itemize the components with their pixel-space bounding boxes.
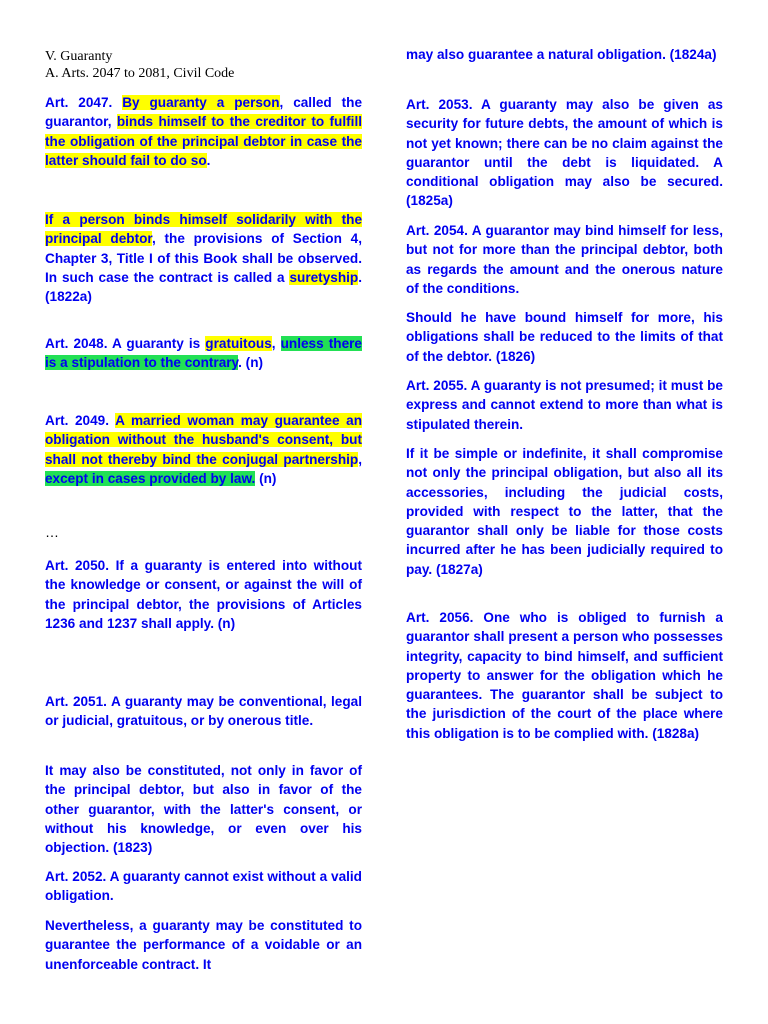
section-title: V. Guaranty <box>45 49 113 64</box>
paragraph-art2047-solidary <box>45 210 362 306</box>
highlighted-text: unless there is a stipulation to the contrary <box>45 336 362 371</box>
paragraph-art2054-more <box>406 308 723 366</box>
paragraph-art2054 <box>406 221 723 298</box>
paragraph-art2051-favor <box>45 761 362 857</box>
highlighted-text: By guaranty a person <box>122 95 280 110</box>
paragraph-art2052 <box>45 867 362 906</box>
paragraph-text: , <box>358 451 362 467</box>
paragraph-text: , called the guarantor, <box>45 95 363 130</box>
paragraph-text: Art. 2055. A guaranty is not presumed; it must be express and cannot extend to more than what is stipulated therein. <box>406 378 723 432</box>
paragraph-text: It may also be constituted, not only in favor of the principal debtor, but also in favor of the other guarantor, with the latter's consent, or without his knowledge, or even over his objection. (1823) <box>45 763 362 856</box>
highlighted-text: except in cases provided by law. <box>45 470 256 486</box>
paragraph-text: Should he have bound himself for more, his obligations shall be reduced to the limits of that of the debtor. (1826) <box>406 310 723 364</box>
section-range: A. Arts. 2047 to 2081, Civil Code <box>45 66 235 81</box>
highlighted-text: gratuitous <box>205 336 272 351</box>
section-heading <box>45 48 234 82</box>
paragraph-art2055-indefinite <box>406 444 723 579</box>
paragraph-text: Art. 2049. <box>45 413 116 428</box>
highlighted-text: A married woman may guarantee an obligation without the husband's consent, but shall not thereby bind the conjugal partnership <box>45 413 362 467</box>
paragraph-art2048 <box>45 334 362 373</box>
paragraph-text: may also guarantee a natural obligation. (1824a) <box>406 47 717 62</box>
paragraph-art2052-natural <box>406 45 723 64</box>
paragraph-text: Art. 2053. A guaranty may also be given as security for future debts, the amount of which is not yet known; there can be no claim against the guarantor until the debt is liquidated. A conditional obligation may also be secured. (1825a) <box>406 97 723 209</box>
paragraph-art2053 <box>406 95 723 211</box>
paragraph-text: Art. 2048. A guaranty is <box>45 336 206 351</box>
paragraph-art2050 <box>45 556 362 633</box>
paragraph-text: , <box>271 336 281 351</box>
paragraph-text: Art. 2051. A guaranty may be conventional, legal or judicial, gratuitous, or by onerous title. <box>45 694 362 729</box>
paragraph-art2055 <box>406 376 723 434</box>
paragraph-text: Art. 2052. A guaranty cannot exist without a valid obligation. <box>45 869 362 904</box>
paragraph-text: . <box>206 152 211 168</box>
paragraph-text: If it be simple or indefinite, it shall compromise not only the principal obligation, but also all its accessories, including the judicial costs, provided with respect to the latter, that the guarantor shall only be liable for those costs incurred after he has been judicially required to pay. (1827a) <box>406 446 723 577</box>
highlighted-text: If a person binds himself solidarily with the principal debtor <box>45 212 362 247</box>
highlighted-text: suretyship <box>289 269 359 285</box>
paragraph-art2052-voidable <box>45 916 362 974</box>
highlighted-text: binds himself to the creditor to fulfill the obligation of the principal debtor in case the latter should fail to do so <box>45 114 362 168</box>
paragraph-art2056 <box>406 608 723 743</box>
paragraph-art2049 <box>45 411 362 488</box>
paragraph-text: , the provisions of Section 4, Chapter 3, Title I of this Book shall be observed. In such case the contract is called a <box>45 231 362 285</box>
paragraph-text: Art. 2056. One who is obliged to furnish a guarantor shall present a person who possesses integrity, capacity to bind himself, and sufficient property to answer for the obligation which he guarantees. The guarantor shall be subject to the jurisdiction of the court of the place where this obligation is to be complied with. (1828a) <box>406 610 723 741</box>
ellipsis: … <box>45 524 59 540</box>
paragraph-art2047 <box>45 93 362 170</box>
paragraph-text: . (1822a) <box>45 269 362 305</box>
paragraph-art2051 <box>45 692 362 731</box>
paragraph-text: Art. 2047. <box>45 95 123 110</box>
paragraph-text: Art. 2050. If a guaranty is entered into without the knowledge or consent, or against the will of the principal debtor, the provisions of Articles 1236 and 1237 shall apply. (n) <box>45 558 362 631</box>
paragraph-text: Nevertheless, a guaranty may be constituted to guarantee the performance of a voidable or an unenforceable contract. It <box>45 918 362 972</box>
paragraph-text: Art. 2054. A guarantor may bind himself for less, but not for more than the principal debtor, both as regards the amount and the onerous nature of the conditions. <box>406 223 723 296</box>
paragraph-text: . (n) <box>238 355 264 371</box>
paragraph-text: (n) <box>255 470 277 486</box>
